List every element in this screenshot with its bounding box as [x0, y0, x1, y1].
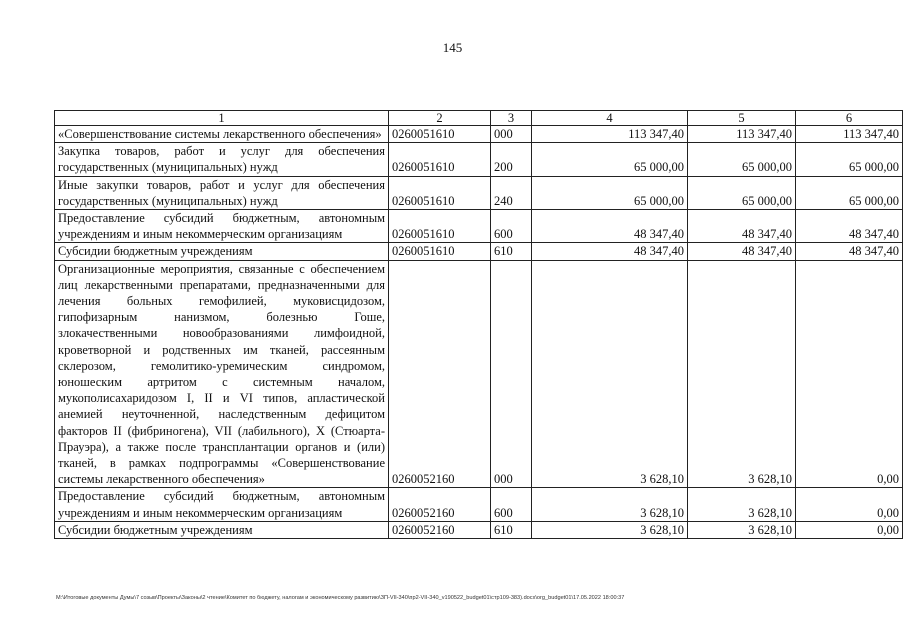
row-name: Предоставление субсидий бюджетным, автономным учреждениям и иным некоммерческим организациям	[55, 488, 389, 521]
table-row	[55, 521, 903, 538]
row-amount-1: 113 347,40	[532, 126, 688, 143]
row-target-code: 0260051610	[389, 210, 491, 243]
row-amount-3: 0,00	[796, 521, 903, 538]
row-amount-3: 113 347,40	[796, 126, 903, 143]
table-row	[55, 210, 903, 243]
row-amount-3: 48 347,40	[796, 243, 903, 260]
row-amount-2: 113 347,40	[688, 126, 796, 143]
row-expense-type: 600	[491, 210, 532, 243]
row-amount-2: 65 000,00	[688, 143, 796, 176]
budget-table	[54, 110, 903, 539]
row-amount-2: 48 347,40	[688, 210, 796, 243]
row-amount-3: 48 347,40	[796, 210, 903, 243]
row-amount-3: 65 000,00	[796, 143, 903, 176]
row-amount-2: 48 347,40	[688, 243, 796, 260]
row-expense-type: 000	[491, 260, 532, 488]
row-amount-3: 0,00	[796, 260, 903, 488]
row-name: Предоставление субсидий бюджетным, автономным учреждениям и иным некоммерческим организациям	[55, 210, 389, 243]
row-amount-3: 0,00	[796, 488, 903, 521]
row-amount-2: 3 628,10	[688, 521, 796, 538]
row-expense-type: 610	[491, 243, 532, 260]
row-amount-1: 3 628,10	[532, 260, 688, 488]
header-col-5: 5	[688, 111, 796, 126]
row-target-code: 0260052160	[389, 521, 491, 538]
row-amount-2: 3 628,10	[688, 260, 796, 488]
table-row	[55, 143, 903, 176]
row-amount-1: 3 628,10	[532, 521, 688, 538]
document-path-footer: M:\Итоговые документы Думы\7 созыв\Проекты\Законы\2 чтение\Комитет по бюджету, налогам и экономическому развитию\ЗП-VII-340\пр2-VII-340_v190522_budget01\стр109-383).docx\org_budget01\17.05.2022 18:00:37	[56, 595, 625, 601]
row-target-code: 0260051610	[389, 143, 491, 176]
row-target-code: 0260052160	[389, 260, 491, 488]
row-name: Закупка товаров, работ и услуг для обеспечения государственных (муниципальных) нужд	[55, 143, 389, 176]
row-target-code: 0260052160	[389, 488, 491, 521]
row-amount-2: 3 628,10	[688, 488, 796, 521]
table-row	[55, 488, 903, 521]
row-target-code: 0260051610	[389, 243, 491, 260]
row-expense-type: 600	[491, 488, 532, 521]
table-row	[55, 126, 903, 143]
header-col-3: 3	[491, 111, 532, 126]
row-amount-1: 65 000,00	[532, 176, 688, 209]
page-number: 145	[442, 40, 463, 55]
row-amount-2: 65 000,00	[688, 176, 796, 209]
row-amount-1: 65 000,00	[532, 143, 688, 176]
table-row	[55, 243, 903, 260]
header-col-2: 2	[389, 111, 491, 126]
row-expense-type: 000	[491, 126, 532, 143]
row-target-code: 0260051610	[389, 176, 491, 209]
row-target-code: 0260051610	[389, 126, 491, 143]
table-header-row	[55, 111, 903, 126]
header-col-1: 1	[55, 111, 389, 126]
header-col-4: 4	[532, 111, 688, 126]
row-amount-1: 3 628,10	[532, 488, 688, 521]
row-expense-type: 200	[491, 143, 532, 176]
row-name: Организационные мероприятия, связанные с обеспечением лиц лекарственными препаратами, предназначенными для лечения больных гемофилией, муковисцидозом, гипофизарным нанизмом, болезнью Гоше, злокачественными новообразованиями лимфоидной, кроветворной и родственных им тканей, рассеянным склерозом, гемолитико-уремическим синдромом, юношеским артритом с системным началом, мукополисахаридозом I, II и VI типов, апластической анемией неуточненной, наследственным дефицитом факторов II (фибриногена), VII (лабильного), X (Стюарта-Прауэра), а также после трансплантации органов и (или) тканей, в рамках подпрограммы «Совершенствование системы лекарственного обеспечения»	[55, 260, 389, 488]
row-name: Субсидии бюджетным учреждениям	[55, 521, 389, 538]
row-name: Иные закупки товаров, работ и услуг для обеспечения государственных (муниципальных) нужд	[55, 176, 389, 209]
row-expense-type: 240	[491, 176, 532, 209]
row-expense-type: 610	[491, 521, 532, 538]
row-name: «Совершенствование системы лекарственного обеспечения»	[55, 126, 389, 143]
table-row	[55, 176, 903, 209]
header-col-6: 6	[796, 111, 903, 126]
row-amount-1: 48 347,40	[532, 243, 688, 260]
row-amount-3: 65 000,00	[796, 176, 903, 209]
row-name: Субсидии бюджетным учреждениям	[55, 243, 389, 260]
table-row	[55, 260, 903, 488]
row-amount-1: 48 347,40	[532, 210, 688, 243]
